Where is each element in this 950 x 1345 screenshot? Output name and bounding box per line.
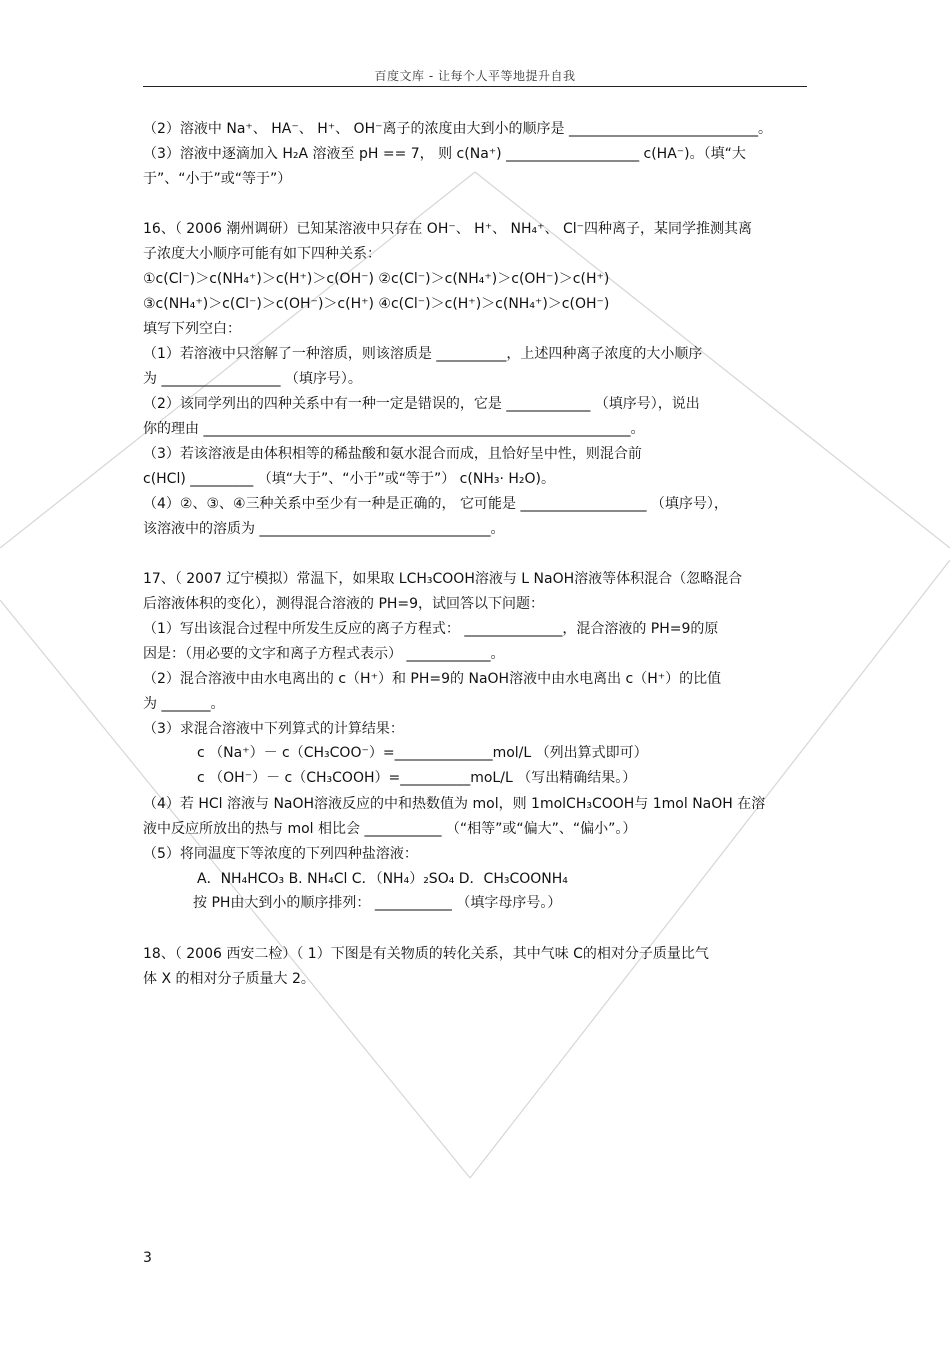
text-line: （4）②、③、④三种关系中至少有一种是正确的， 它可能是 __________________ （填序号）， <box>143 496 728 512</box>
text-line: （1）写出该混合过程中所发生反应的离子方程式： ______________，混合溶液的 PH=9的原 <box>143 621 719 637</box>
text-line: （3）若该溶液是由体积相等的稀盐酸和氨水混合而成，且恰好呈中性，则混合前 <box>143 446 642 462</box>
text-line: 液中反应所放出的热与 mol 相比会 ___________ （“相等”或“偏大”、“偏小”。） <box>143 821 637 837</box>
text-line: （2）溶液中 Na⁺、 HA⁻、 H⁺、 OH⁻离子的浓度由大到小的顺序是 ___________________________。 <box>143 121 772 137</box>
text-line: 为 _________________ （填序号）。 <box>143 371 362 387</box>
text-line: （4）若 HCl 溶液与 NaOH溶液反应的中和热数值为 mol，则 1molCH₃COOH与 1mol NaOH 在溶 <box>143 796 766 812</box>
text-line: 于”、“小于”或“等于”） <box>143 171 292 187</box>
text-line: （2）该同学列出的四种关系中有一种一定是错误的，它是 ____________ （填序号），说出 <box>143 396 700 412</box>
question-18-title: 18、（ 2006 西安二检）（ 1）下图是有关物质的转化关系，其中气味 C的相对分子质量比气 <box>143 946 709 962</box>
text-line: c （Na⁺）－ c（CH₃COO⁻）=______________mol/L （列出算式即可） <box>197 745 648 761</box>
text-line: 后溶液体积的变化），测得混合溶液的 PH=9，试回答以下问题： <box>143 596 545 612</box>
text-line: （1）若溶液中只溶解了一种溶质，则该溶质是 __________，上述四种离子浓度的大小顺序 <box>143 346 703 362</box>
text-line: 因是：（用必要的文字和离子方程式表示） ____________。 <box>143 646 505 662</box>
question-17-title: 17、（ 2007 辽宁模拟）常温下，如果取 LCH₃COOH溶液与 L NaOH溶液等体积混合（忽略混合 <box>143 571 743 587</box>
question-16-title: 16、（ 2006 潮州调研）已知某溶液中只存在 OH⁻、 H⁺、 NH₄⁺、 Cl⁻四种离子，某同学推测其离 <box>143 221 753 237</box>
text-line: ①c(Cl⁻)＞c(NH₄⁺)＞c(H⁺)＞c(OH⁻) ②c(Cl⁻)＞c(NH₄⁺)＞c(OH⁻)＞c(H⁺) <box>143 271 610 287</box>
text-line: ③c(NH₄⁺)＞c(Cl⁻)＞c(OH⁻)＞c(H⁺) ④c(Cl⁻)＞c(H⁺)＞c(NH₄⁺)＞c(OH⁻) <box>143 296 610 312</box>
text-line: 体 X 的相对分子质量大 2。 <box>143 971 315 987</box>
text-line: （2）混合溶液中由水电离出的 c（H⁺）和 PH=9的 NaOH溶液中由水电离出 c（H⁺）的比值 <box>143 671 722 687</box>
text-line: （3）求混合溶液中下列算式的计算结果： <box>143 721 404 737</box>
text-line: 按 PH由大到小的顺序排列： ___________ （填字母序号。） <box>193 895 562 911</box>
page-header: 百度文库 - 让每个人平等地提升自我 <box>374 69 576 83</box>
text-line: c(HCl) _________ （填“大于”、“小于”或“等于”） c(NH₃· H₂O)。 <box>143 471 555 487</box>
text-line: A．NH₄HCO₃ B. NH₄Cl C．（NH₄）₂SO₄ D．CH₃COONH₄ <box>197 871 568 887</box>
text-line: 你的理由 _____________________________________________________________。 <box>143 421 645 437</box>
text-line: 子浓度大小顺序可能有如下四种关系： <box>143 246 381 262</box>
text-line: （5）将同温度下等浓度的下列四种盐溶液： <box>143 846 418 862</box>
text-line: （3）溶液中逐滴加入 H₂A 溶液至 pH == 7， 则 c(Na⁺) ___________________ c(HA⁻)。（填“大 <box>143 146 746 162</box>
text-line: c （OH⁻）－ c（CH₃COOH）=__________moL/L （写出精确结果。） <box>197 770 637 786</box>
text-line: 填写下列空白： <box>143 321 241 337</box>
header-divider <box>143 86 807 87</box>
text-line: 该溶液中的溶质为 _________________________________。 <box>143 521 505 537</box>
text-line: 为 _______。 <box>143 696 225 712</box>
page-number: 3 <box>143 1250 152 1266</box>
